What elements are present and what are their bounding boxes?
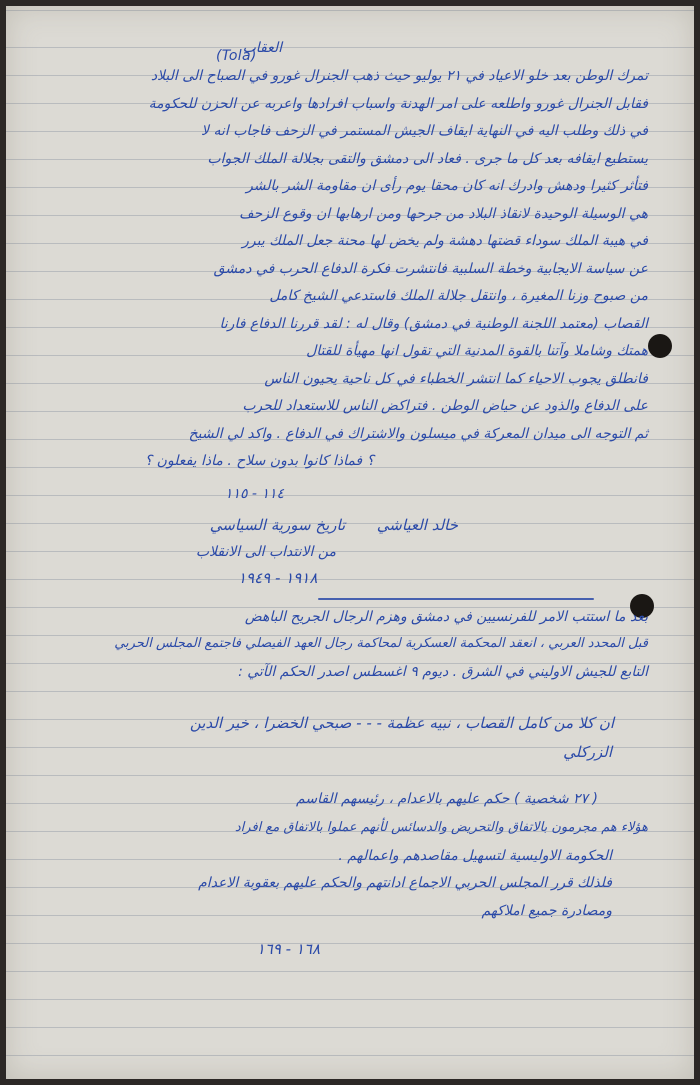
- citation-years: ١٩١٨ - ١٩٤٩: [238, 569, 318, 587]
- text-line: فانطلق يجوب الاحياء كما انتشر الخطباء في كل ناحية يحيون الناس: [264, 371, 648, 387]
- text-line: القصاب (معتمد اللجنة الوطنية في دمشق) وقال له : لقد قررنا الدفاع فارنا: [219, 316, 648, 332]
- text-line: الحكومة الاوليسية لتسهيل مقاصدهم واعمالهم .: [338, 848, 612, 864]
- text-line: بعد ما استتب الامر للفرنسيين في دمشق وهزم الرجال الجريح الباهض: [244, 609, 648, 625]
- text-line: من صبوح وزنا المغيرة ، وانتقل جلالة الملك فاستدعي الشيخ كامل: [269, 288, 648, 304]
- text-line: ثم التوجه الى ميدان المعركة في ميسلون والاشتراك في الدفاع . واكد لي الشيخ: [188, 426, 648, 442]
- tag-label: (Tola): [216, 48, 257, 64]
- page-reference: ١٦٨ - ١٦٩: [256, 940, 320, 958]
- text-line: على الدفاع والذود عن حياض الوطن . فتراكض الناس للاستعداد للحرب: [242, 398, 648, 414]
- text-line: فتأثر كثيرا ودهش وادرك انه كان محقا يوم رأى ان مقاومة الشر بالشر: [246, 178, 648, 194]
- document-page: [6, 6, 694, 1079]
- text-line: ؟ فماذا كانوا بدون سلاح . ماذا يفعلون ؟: [144, 453, 374, 469]
- text-line: تمرك الوطن بعد خلو الاعياد في ٢١ يوليو حيث ذهب الجنرال غورو في الصباح الى البلاد: [150, 68, 648, 84]
- section-divider: [318, 598, 594, 600]
- citation-author: خالد العياشي: [376, 516, 458, 534]
- text-line: في هيبة الملك سوداء قضتها دهشة ولم يخض لها محنة جعل الملك يبرر: [242, 233, 648, 249]
- verdict-line: الزركلي: [563, 743, 612, 761]
- page-reference: ١١٤ - ١١٥: [224, 486, 284, 502]
- text-line: فقابل الجنرال غورو واطلعه على امر الهدنة واسباب افرادها واعربه عن الحزن للحكومة: [148, 96, 648, 112]
- text-line: في ذلك وطلب اليه في النهاية ايقاف الجيش المستمر في الزحف فاجاب انه لا: [201, 123, 648, 139]
- text-line: هي الوسيلة الوحيدة لانقاذ البلاد من جرحها ومن ارهابها ان وقوع الزحف: [239, 206, 648, 222]
- section-heading: ( ٢٧ شخصية ) حكم عليهم بالاعدام ، رئيسهم القاسم: [296, 791, 598, 807]
- text-line: همتك وشاملا وآتنا بالقوة المدنية التي تقول انها مهيأة للقتال: [306, 343, 648, 359]
- text-line: التابع للجيش الاوليني في الشرق . ديوم ٩ اغسطس اصدر الحكم الآتي :: [238, 664, 648, 680]
- text-line: فلذلك قرر المجلس الحربي الاجماع ادانتهم والحكم عليهم بعقوبة الاعدام: [198, 875, 612, 891]
- text-line: يستطيع ايقافه بعد كل ما جرى . فعاد الى دمشق والتقى بجلالة الملك الجواب: [207, 151, 648, 167]
- citation-author-title: [210, 516, 458, 534]
- punch-hole-top: [648, 334, 672, 358]
- text-line: هؤلاء هم مجرمون بالاتفاق والتحريض والدسائس لأنهم عملوا بالاتفاق مع افراد: [234, 820, 648, 835]
- text-line: ومصادرة جميع املاكهم: [481, 903, 612, 919]
- text-line: عن سياسة الايجابية وخطة السلبية فانتشرت فكرة الدفاع الحرب في دمشق: [213, 261, 648, 277]
- corner-title: العقاب: [242, 40, 282, 56]
- citation-title: تاريخ سورية السياسي: [209, 516, 346, 534]
- citation-subtitle: من الانتداب الى الانقلاب: [195, 544, 336, 560]
- verdict-line: ان كلا من كامل القصاب ، نبيه عظمة - - - صبحي الخضرا ، خير الدين: [189, 714, 614, 732]
- text-line: قبل المحدد العربي ، انعقد المحكمة العسكرية لمحاكمة رجال العهد الفيصلي فاجتمع المجلس الحربي: [114, 636, 648, 651]
